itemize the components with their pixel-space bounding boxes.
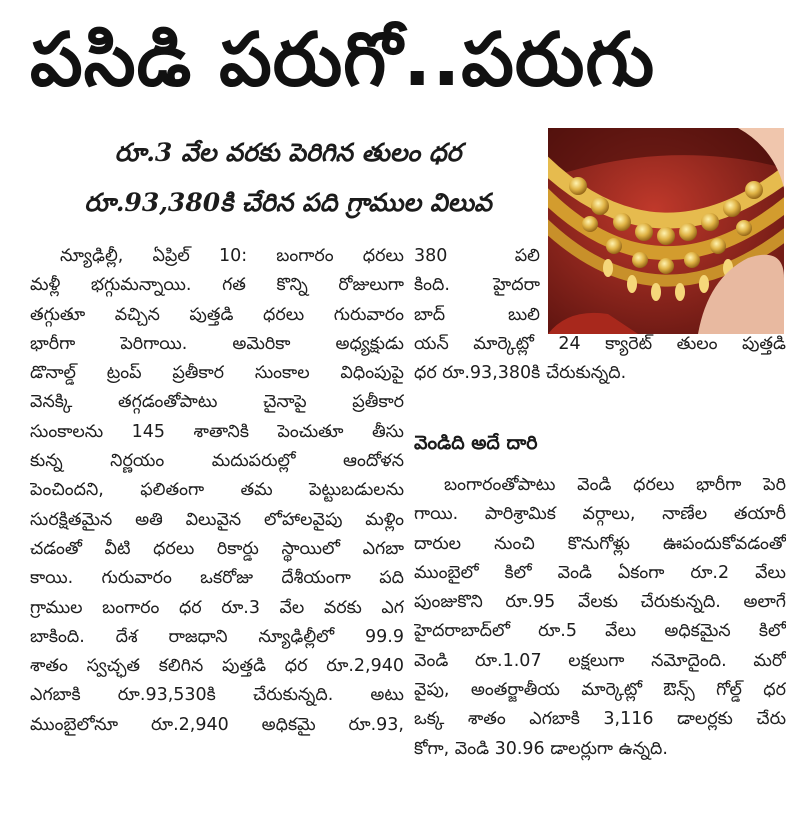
article-column-1: [30, 242, 404, 740]
paragraph-line: తగ్గుతూ వచ్చిన పుత్తడి ధరలు గురువారం: [30, 304, 404, 325]
paragraph-line: కింది. హైదరా: [414, 275, 540, 296]
headline: పసిడి పరుగో..పరుగు: [30, 17, 656, 103]
paragraph-line: భారీగా పెరిగాయి. అమెరికా అధ్యక్షుడు: [30, 333, 404, 354]
paragraph-line: వెనక్కి తగ్గడంతోపాటు చైనాపై ప్రతీకార: [30, 392, 404, 413]
article-column-2-narrow: [414, 242, 540, 330]
subheadline-2: రూ.93,380కి చేరిన పది గ్రాముల విలువ: [84, 188, 492, 217]
paragraph-line: ఎగబాకి రూ.93,530కి చేరుకున్నది. అటు: [30, 685, 404, 706]
paragraph-line: పెంచిందని, ఫలితంగా తమ పెట్టుబడులను: [30, 480, 404, 501]
paragraph-line: గాయి. పారిశ్రామిక వర్గాలు, నాణేల తయారీ: [414, 504, 786, 525]
subheadline-1: రూ.3 వేల వరకు పెరిగిన తులం ధర: [114, 138, 462, 167]
paragraph-line: దారుల నుంచి కొనుగోళ్లు ఊపందుకోవడంతో: [414, 533, 786, 554]
paragraph-line: మళ్లీ భగ్గుమన్నాయి. గత కొన్ని రోజులుగా: [30, 275, 404, 296]
paragraph-line: శాతం స్వచ్ఛత కలిగిన పుత్తడి ధర రూ.2,940: [30, 656, 404, 677]
paragraph-line: వైపు, అంతర్జాతీయ మార్కెట్లో ఔన్స్ గోల్డ్ ధర: [414, 680, 786, 701]
paragraph-line: ముంబైలో కిలో వెండి ఏకంగా రూ.2 వేలు: [414, 562, 786, 583]
paragraph-line: న్యూఢిల్లీ, ఏప్రిల్ 10: బంగారం ధరలు: [60, 246, 404, 266]
paragraph-line: ముంబైలోనూ రూ.2,940 అధికమై రూ.93,: [30, 714, 404, 735]
paragraph-line: గ్రాముల బంగారం ధర రూ.3 వేల వరకు ఎగ: [30, 597, 404, 618]
article-column-3: [414, 471, 786, 764]
gold-jewellery-photo: [548, 128, 784, 334]
paragraph-line: చడంతో వీటి ధరలు రికార్డు స్థాయిలో ఎగబా: [30, 538, 404, 559]
section-heading: వెండిది అదే దారి: [414, 432, 538, 454]
paragraph-line: బాద్ బులి: [414, 304, 540, 325]
paragraph-line: సురక్షితమైన అతి విలువైన లోహాలవైపు మళ్లిం: [30, 509, 404, 530]
paragraph-line: హైదరాబాద్‌లో రూ.5 వేలు అధికమైన కిలో: [414, 621, 786, 642]
paragraph-line: కున్న నిర్ణయం మదుపరుల్లో ఆందోళన: [30, 451, 404, 472]
paragraph-line: 380 పలి: [414, 246, 540, 266]
paragraph-line: ఒక్క శాతం ఎగబాకి 3,116 డాలర్లకు చేరు: [414, 709, 786, 730]
article-column-2-wide: [414, 330, 786, 389]
paragraph-line: కోగా, వెండి 30.96 డాలర్లుగా ఉన్నది.: [414, 738, 668, 759]
paragraph-line: ధర రూ.93,380కి చేరుకున్నది.: [414, 363, 627, 384]
paragraph-line: పుంజుకొని రూ.95 వేలకు చేరుకున్నది. అలాగే: [414, 592, 786, 613]
paragraph-line: బంగారంతోపాటు వెండి ధరలు భారీగా పెరి: [444, 475, 786, 495]
paragraph-line: సుంకాలను 145 శాతానికి పెంచుతూ తీసు: [30, 421, 404, 442]
paragraph-line: వెండి రూ.1.07 లక్షలుగా నమోదైంది. మరో: [414, 650, 786, 671]
paragraph-line: యన్ మార్కెట్లో 24 క్యారెట్ తులం పుత్తడి: [414, 334, 786, 354]
paragraph-line: డొనాల్డ్ ట్రంప్ ప్రతీకార సుంకాల విధింపుపై: [30, 363, 404, 384]
paragraph-line: కాయి. గురువారం ఒకరోజు దేశీయంగా పది: [30, 568, 404, 589]
paragraph-line: బాకింది. దేశ రాజధాని న్యూఢిల్లీలో 99.9: [30, 626, 404, 647]
